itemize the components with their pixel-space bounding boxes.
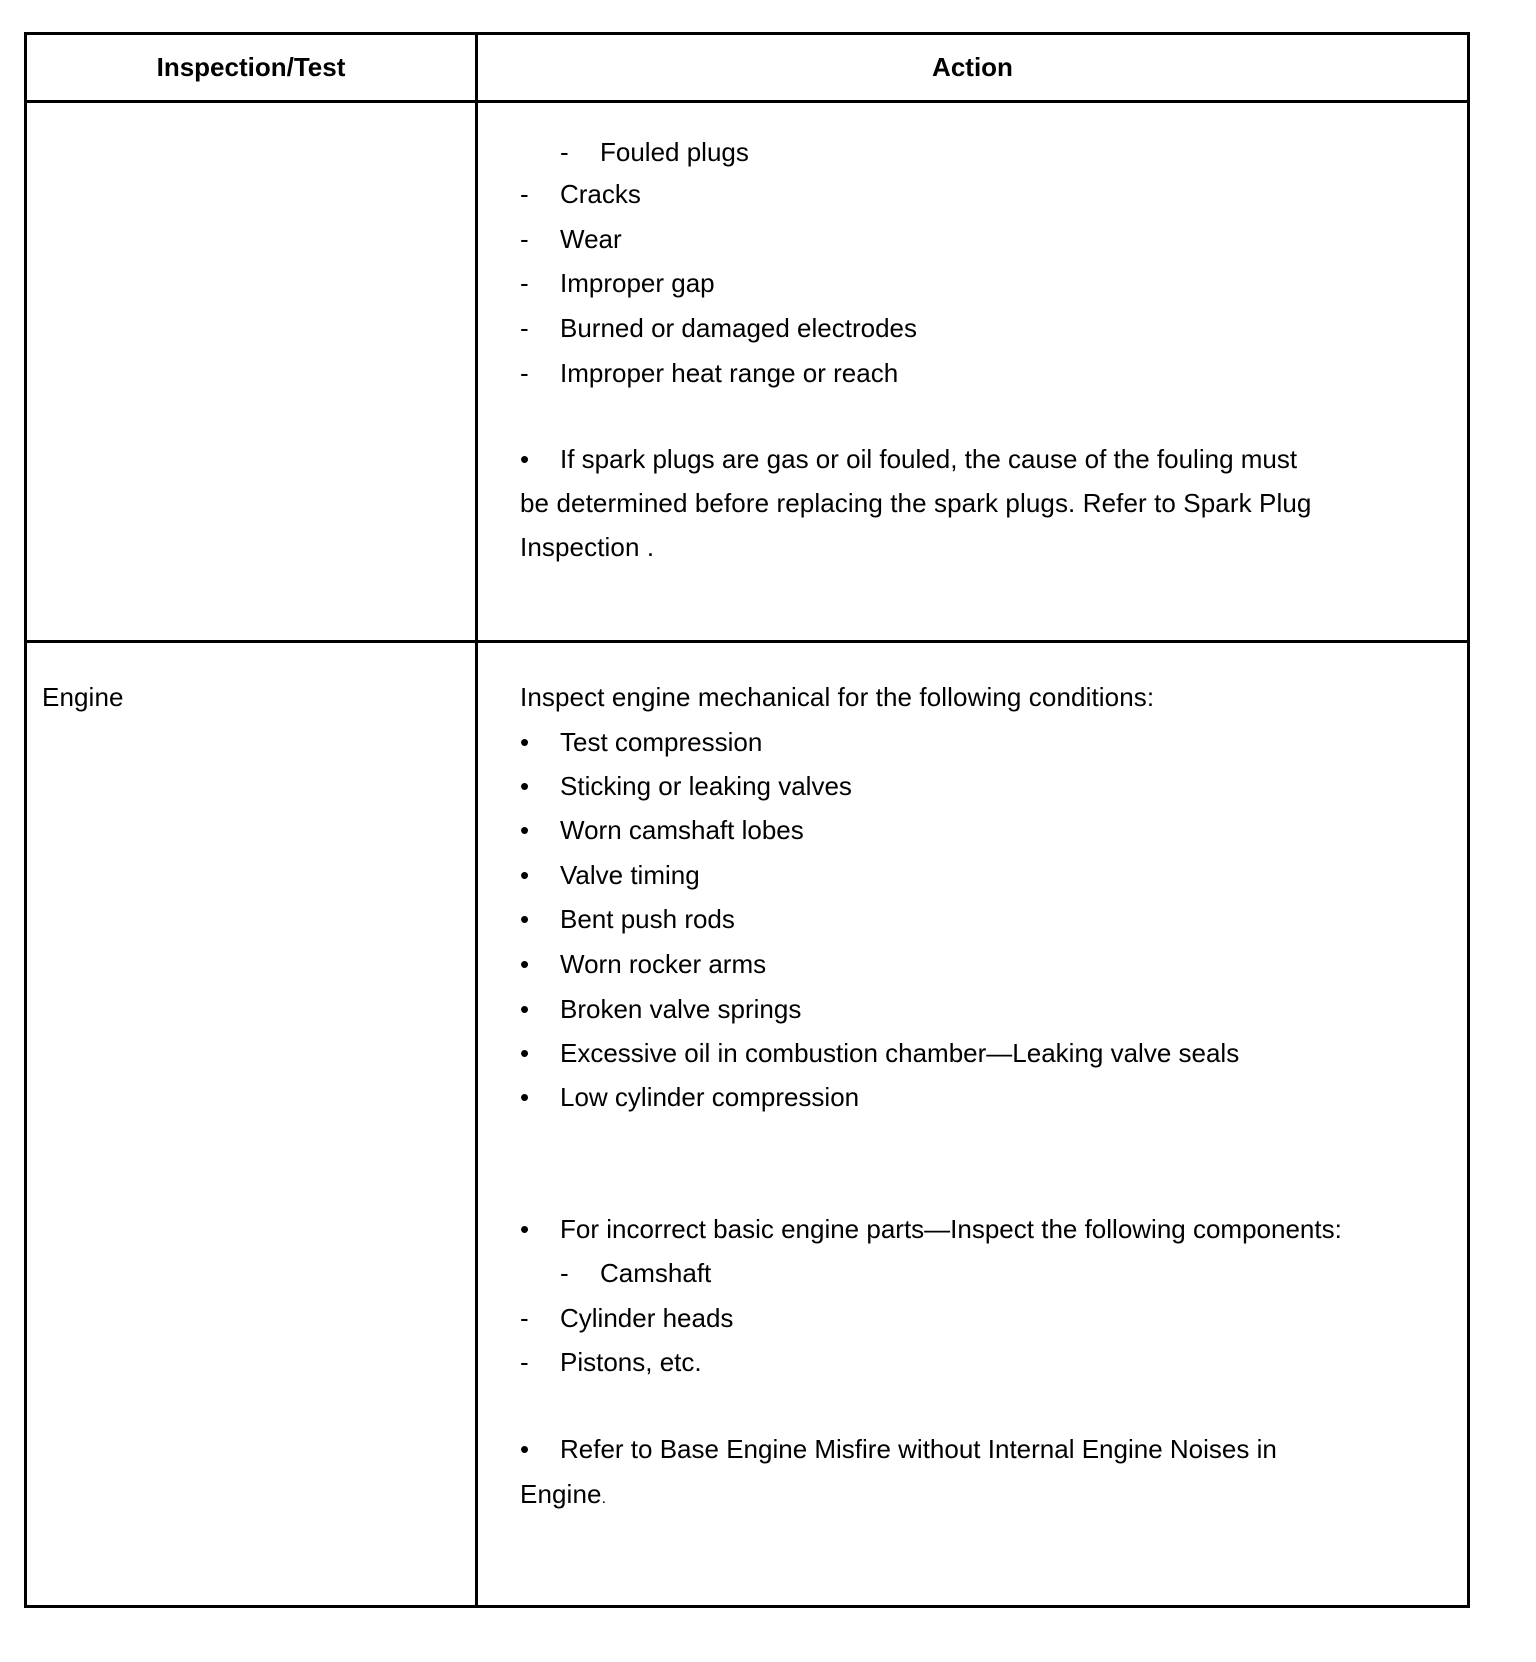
dash-marker: - — [520, 268, 529, 298]
bullet-marker: • — [520, 949, 530, 979]
item-text: Improper heat range or reach — [560, 358, 899, 388]
row2-inspection-cell: Engine — [42, 682, 124, 712]
column-divider — [475, 32, 478, 1608]
engine-intro: Inspect engine mechanical for the following conditions: — [520, 682, 1155, 712]
column-header-action: Action — [932, 52, 1013, 82]
dash-marker: - — [520, 313, 529, 343]
dash-marker: - — [520, 358, 529, 388]
row1-cut-item-clip — [478, 115, 1378, 175]
item-text: Valve timing — [560, 860, 700, 890]
item-text: Test compression — [560, 727, 763, 757]
bullet-marker: • — [520, 904, 530, 934]
item-text: Cracks — [560, 179, 641, 209]
table-right-border — [1467, 32, 1470, 1608]
table-top-border — [24, 32, 1470, 35]
note-line-3: Inspection . — [520, 532, 655, 562]
item-text: Broken valve springs — [560, 994, 802, 1024]
item-text: Pistons, etc. — [560, 1347, 702, 1377]
item-text: Improper gap — [560, 268, 715, 298]
bullet-marker: • — [520, 771, 530, 801]
bullet-marker: • — [520, 815, 530, 845]
note-line-1: If spark plugs are gas or oil fouled, the cause of the fouling must — [560, 444, 1298, 474]
refer-line-2-tail: . — [601, 1490, 607, 1507]
dash-marker: - — [560, 1258, 569, 1288]
bullet-marker: • — [520, 994, 530, 1024]
item-text: Burned or damaged electrodes — [560, 313, 918, 343]
item-text: Sticking or leaking valves — [560, 771, 852, 801]
bullet-marker: • — [520, 860, 530, 890]
column-header-inspection: Inspection/Test — [156, 52, 346, 82]
dash-marker: - — [560, 137, 569, 167]
item-text: For incorrect basic engine parts—Inspect the following components: — [560, 1214, 1342, 1244]
bullet-marker: • — [520, 727, 530, 757]
table-left-border-lower — [24, 112, 27, 1608]
refer-line-2-text: Engine — [520, 1479, 602, 1509]
header-bottom-border — [24, 100, 1470, 103]
inspection-table — [24, 32, 1470, 1608]
item-text: Excessive oil in combustion chamber—Leaking valve seals — [560, 1038, 1240, 1068]
refer-line-1: Refer to Base Engine Misfire without Internal Engine Noises in — [560, 1434, 1277, 1464]
note-line-2: be determined before replacing the spark plugs. Refer to Spark Plug — [520, 488, 1312, 518]
bullet-marker: • — [520, 1082, 530, 1112]
dash-marker: - — [520, 179, 529, 209]
dash-marker: - — [520, 1303, 529, 1333]
item-text: Bent push rods — [560, 904, 735, 934]
item-text: Worn camshaft lobes — [560, 815, 804, 845]
dash-marker: - — [520, 224, 529, 254]
item-text: Wear — [560, 224, 622, 254]
item-text: Fouled plugs — [600, 137, 749, 167]
item-text: Cylinder heads — [560, 1303, 734, 1333]
item-text: Worn rocker arms — [560, 949, 767, 979]
table-bottom-border — [24, 1605, 1470, 1608]
bullet-marker: • — [520, 1434, 530, 1464]
dash-marker: - — [520, 1347, 529, 1377]
row-divider — [24, 640, 1470, 643]
bullet-marker: • — [520, 1038, 530, 1068]
item-text: Low cylinder compression — [560, 1082, 860, 1112]
item-text: Camshaft — [600, 1258, 712, 1288]
refer-line-2 — [520, 1479, 606, 1514]
bullet-marker: • — [520, 1214, 530, 1244]
bullet-marker: • — [520, 444, 530, 474]
